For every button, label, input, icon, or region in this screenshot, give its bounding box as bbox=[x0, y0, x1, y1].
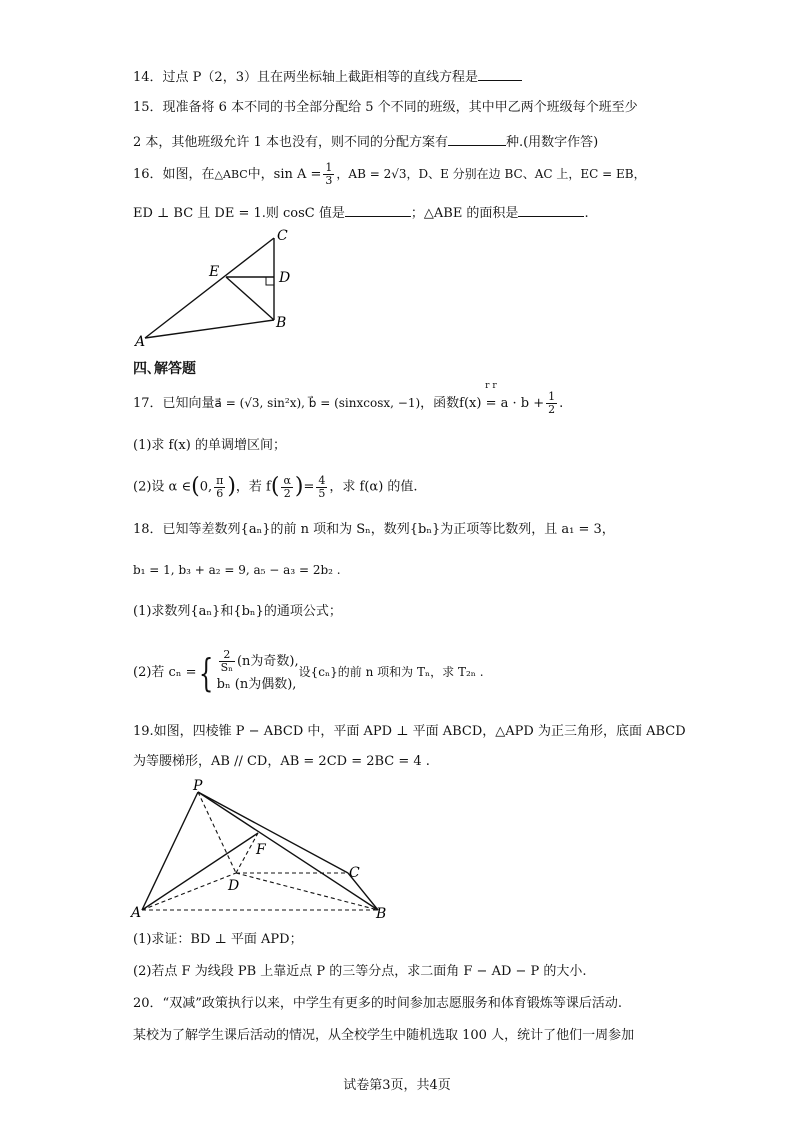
q19-edge-pb bbox=[198, 792, 378, 910]
q17-value-fraction bbox=[316, 475, 327, 500]
q18-part2 bbox=[133, 642, 484, 703]
q19-pyramid-figure bbox=[128, 778, 398, 923]
q19-label-p: P bbox=[193, 778, 203, 794]
q17-alpha-num: α bbox=[283, 473, 291, 487]
q17-line1-b: ，函数 bbox=[420, 396, 460, 411]
q19-edge-af bbox=[142, 833, 258, 910]
q15-line2-b: 种.(用数字作答) bbox=[505, 135, 599, 150]
q18-cases bbox=[217, 649, 299, 696]
q17-pi-fraction bbox=[214, 475, 225, 500]
q16-triangle-figure bbox=[125, 220, 310, 350]
q17-half-num: 1 bbox=[548, 390, 556, 403]
q18-case2: bₙ (n为偶数), bbox=[216, 677, 297, 692]
q17-arrow-marks: r r bbox=[485, 381, 497, 391]
q17-part1: (1)求 f(x) 的单调增区间； bbox=[133, 438, 286, 453]
q18-line2: b₁ = 1, b₃ + a₂ = 9, a₅ − a₃ = 2b₂ . bbox=[133, 563, 341, 577]
q16-line2-a: ED ⊥ BC 且 DE = 1.则 cosC 值是 bbox=[133, 206, 345, 221]
q17-pi-den: 6 bbox=[216, 486, 224, 500]
q19-part1: (1)求证：BD ⊥ 平面 APD； bbox=[133, 932, 303, 947]
q17-part2: (2)设 α ∈(0, $\frac{\pi}{6}$ )，若 f( $\frac{\alpha}{2}$ )= $\frac{4}{5}$ ，求 f(α) 的值. bbox=[133, 473, 418, 500]
q18-case1-fraction bbox=[219, 649, 235, 674]
q15-line1: 15．现准备将 6 本不同的书全部分配给 5 个不同的班级，其中甲乙两个班级每个班至少 bbox=[133, 100, 638, 115]
q17-p2-c: = bbox=[303, 479, 315, 495]
q14-text: 14．过点 P（2，3）且在两坐标轴上截距相等的直线方程是 bbox=[133, 70, 478, 85]
q18-case1-tail: (n为奇数), bbox=[236, 654, 299, 669]
q18-p2-a: (2)若 cₙ = bbox=[133, 665, 197, 680]
q18-case1-den: Sₙ bbox=[220, 661, 233, 674]
q17-val-num: 4 bbox=[318, 473, 326, 487]
q17-alpha-fraction bbox=[281, 475, 292, 500]
q16-mid2: ，AB = 2√3，D、E 分别在边 BC、AC 上，EC = EB， bbox=[336, 167, 646, 181]
q19-part2: (2)若点 F 为线段 PB 上靠近点 P 的三等分点，求二面角 F − AD − P 的大小. bbox=[133, 964, 587, 979]
q19-label-b: B bbox=[376, 906, 387, 922]
q16-label-c: C bbox=[277, 228, 288, 244]
q17-pi-num: π bbox=[216, 473, 224, 487]
q17-alpha-den: 2 bbox=[283, 486, 291, 500]
q16-triangle: △ABC bbox=[214, 168, 248, 181]
q17-line1 bbox=[133, 381, 564, 421]
q14-line bbox=[133, 66, 522, 88]
q19-edge-pa bbox=[142, 792, 198, 910]
q19-label-a: A bbox=[131, 905, 142, 921]
q17-interval-left: 0, bbox=[199, 479, 213, 495]
q18-p2-b: 设{cₙ}的前 n 项和为 Tₙ，求 T₂ₙ . bbox=[298, 665, 484, 679]
q15-line2 bbox=[133, 131, 598, 153]
q19-label-d: D bbox=[228, 878, 240, 894]
q17-half-fraction bbox=[546, 391, 557, 416]
q16-fraction bbox=[323, 162, 334, 187]
q17-function: f(x) = a · b + bbox=[459, 396, 545, 411]
q16-label-e: E bbox=[209, 264, 220, 280]
q16-frac-num: 1 bbox=[325, 161, 333, 174]
q19-edge-df bbox=[236, 833, 258, 873]
q17-p2-d: ，求 f(α) 的值. bbox=[329, 479, 418, 495]
q17-half-den: 2 bbox=[548, 403, 556, 416]
q17-p2-a: (2)设 α ∈ bbox=[133, 479, 192, 495]
q19-line2: 为等腰梯形，AB // CD，AB = 2CD = 2BC = 4 . bbox=[133, 754, 430, 769]
q15-answer-blank bbox=[448, 131, 506, 146]
q16-blank-2 bbox=[518, 202, 584, 217]
q16-label-b: B bbox=[276, 315, 287, 331]
q20-line2: 某校为了解学生课后活动的情况，从全校学生中随机选取 100 人，统计了他们一周参加 bbox=[133, 1028, 635, 1043]
q16-blank-1 bbox=[345, 202, 411, 217]
q14-answer-blank bbox=[478, 66, 522, 81]
q17-val-den: 5 bbox=[318, 486, 326, 500]
q16-mid1: 中，sin A = bbox=[247, 167, 322, 182]
q16-frac-den: 3 bbox=[325, 174, 333, 187]
q16-line1 bbox=[133, 160, 646, 189]
q18-part1: (1)求数列{aₙ}和{bₙ}的通项公式； bbox=[133, 604, 342, 619]
section-heading: 四､解答题 bbox=[133, 361, 196, 377]
q19-edge-pc bbox=[198, 792, 348, 873]
q19-line1: 19.如图，四棱锥 P − ABCD 中，平面 APD ⊥ 平面 ABCD，△APD 为正三角形，底面 ABCD bbox=[133, 724, 686, 739]
page-footer: 试卷第3页，共4页 bbox=[343, 1078, 451, 1093]
q16-pre: 16．如图，在 bbox=[133, 167, 215, 182]
q15-line2-a: 2 本，其他班级允许 1 本也没有，则不同的分配方案有 bbox=[133, 135, 448, 150]
q18-brace: { bbox=[199, 650, 214, 695]
q17-end: . bbox=[559, 396, 564, 411]
q17-line1-a: 17．已知向量 bbox=[133, 396, 215, 411]
q19-label-c: C bbox=[349, 865, 360, 881]
q16-line2-c: . bbox=[584, 206, 589, 221]
q16-right-angle-mark bbox=[266, 277, 274, 285]
q18-line1: 18．已知等差数列{aₙ}的前 n 项和为 Sₙ，数列{bₙ}为正项等比数列，且 a₁ = 3， bbox=[133, 522, 615, 537]
q16-edge-eb bbox=[226, 277, 274, 320]
q16-label-a: A bbox=[135, 334, 146, 350]
q17-vectors: a⃗ = (√3, sin²x), b⃗ = (sinxcosx, −1) bbox=[214, 396, 421, 410]
q20-line1: 20．“双减”政策执行以来，中学生有更多的时间参加志愿服务和体育锻炼等课后活动. bbox=[133, 996, 622, 1011]
q19-label-f: F bbox=[256, 842, 266, 858]
q16-label-d: D bbox=[279, 270, 291, 286]
q16-line2-b: ；△ABE 的面积是 bbox=[410, 206, 519, 221]
q18-case1-num: 2 bbox=[219, 649, 235, 662]
q17-p2-b: ，若 f bbox=[235, 479, 271, 495]
